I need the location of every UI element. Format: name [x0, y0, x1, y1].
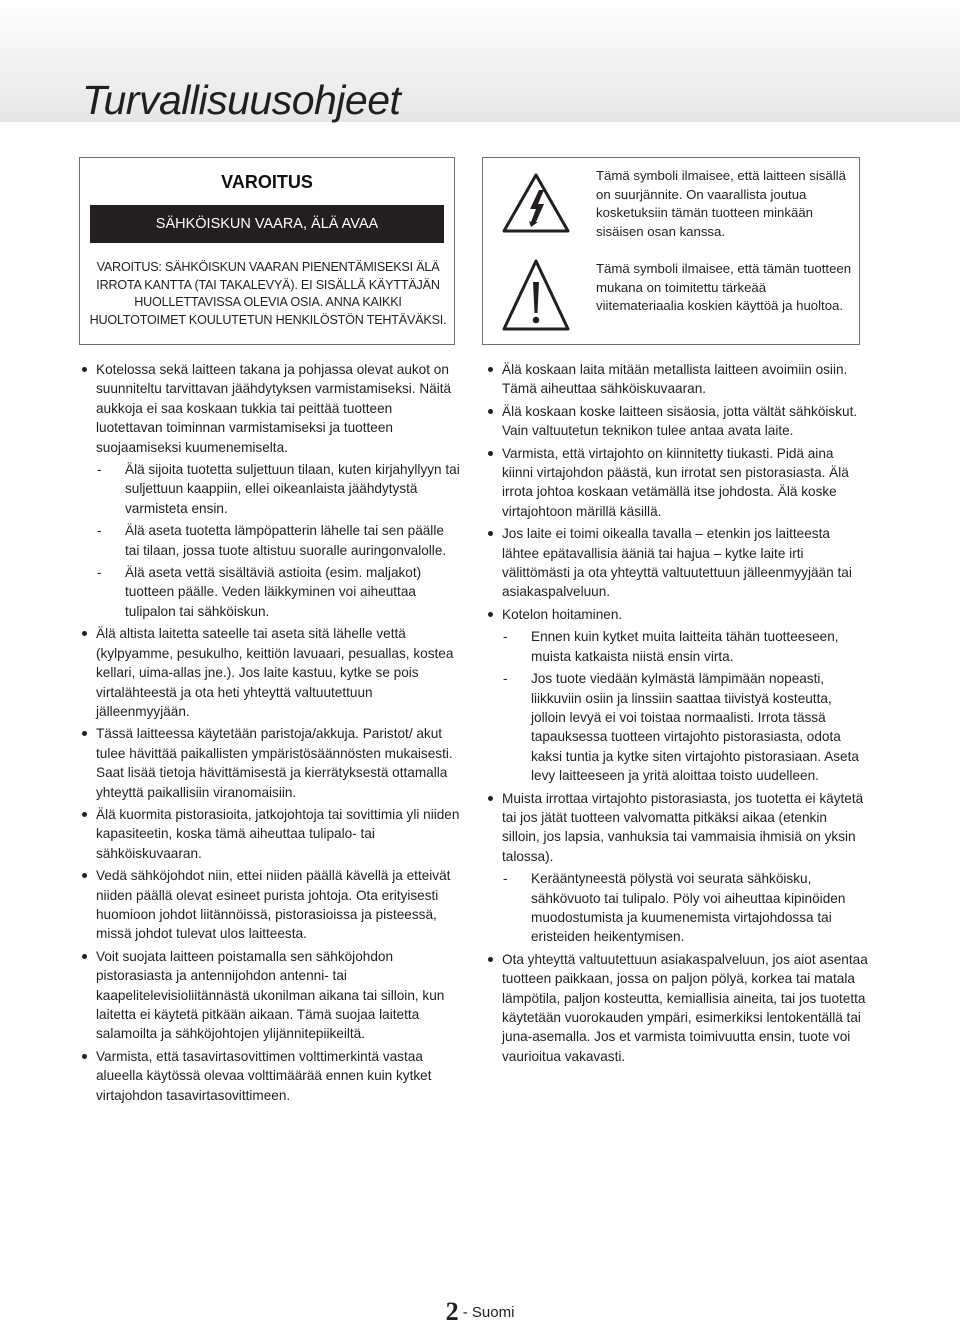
sub-list-item: - Kerääntyneestä pölystä voi seurata sähköisku, sähkövuoto tai tulipalo. Pöly voi aiheuttaa kipinöiden muodostumista ja kuumenemista virtajohdossa tai eristeiden heikentymisen.: [486, 869, 868, 947]
page-footer: [0, 1297, 960, 1327]
warning-bar: SÄHKÖISKUN VAARA, ÄLÄ AVAA: [90, 205, 444, 243]
lightning-bolt-icon: [501, 172, 571, 239]
page-language: - Suomi: [462, 1304, 515, 1321]
list-item: Varmista, että tasavirtasovittimen volttimerkintä vastaa alueella käytössä olevaa volttimäärää ennen kuin kytket virtajohdon tasavirtasovittimeen.: [80, 1047, 462, 1105]
list-item: Tässä laitteessa käytetään paristoja/akkuja. Paristot/ akut tulee hävittää paikallisten ympäristösäännösten mukaisesti. Saat lisää tietoja hävittämisestä ja kierrätyksestä ottamalla yhteyttä paikallisiin viranomaisiin.: [80, 724, 462, 802]
exclamation-icon: [501, 258, 571, 337]
left-column: [80, 360, 462, 1108]
sub-list-item: - Älä sijoita tuotetta suljettuun tilaan, kuten kirjahyllyyn tai suljettuun kaappiin, ellei oikeanlaista jäähdytystä varmisteta ensin.: [80, 460, 462, 518]
list-item: Jos laite ei toimi oikealla tavalla – etenkin jos laitteesta lähtee epätavallisia ääniä tai hajua – kytke laite irti välittömästi ja ota yhteyttä valtuutettuun jälleenmyyjään tai asiakaspalveluun.: [486, 524, 868, 602]
list-item: Älä altista laitetta sateelle tai aseta sitä lähelle vettä (kylpyamme, pesukulho, keittiön lavuaari, pesuallas, kostea kellari, uima-allas jne.). Jos laite kastuu, kytke se pois virtalähteestä ja ota heti yhteyttä valtuutettuun jälleenmyyjään.: [80, 624, 462, 721]
list-item: Älä koskaan laita mitään metallista laitteen avoimiin osiin. Tämä aiheuttaa sähköiskuvaaran.: [486, 360, 868, 399]
warning-box: [79, 157, 455, 345]
right-column: [486, 360, 868, 1069]
list-item: Voit suojata laitteen poistamalla sen sähköjohdon pistorasiasta ja antennijohdon antenni- tai kaapelitelevisioliitännästä ukonilman aikana tai silloin, kun laitetta ei käytetä pitkään aikaan. Tämä suojaa laitetta salamoilta ja sähköjohtojen ylijännitepiikeiltä.: [80, 947, 462, 1044]
sub-list-item: - Älä aseta tuotetta lämpöpatterin lähelle tai sen päälle tai tilaan, jossa tuote altistuu suoralle auringonvalolle.: [80, 521, 462, 560]
list-item: Kotelon hoitaminen.: [486, 605, 868, 624]
sub-list-item: - Jos tuote viedään kylmästä lämpimään nopeasti, liikkuviin osiin ja linssiin saattaa tiivistyä kosteutta, jolloin levyä ei voi toistaa normaalisti. Irrota tässä tapauksessa tuotteen virtajohto pistorasiasta, odota kaksi tuntia ja kytke siten virtajohto pistorasiaan. Aseta levy laitteeseen ja yritä aloittaa toisto uudelleen.: [486, 669, 868, 785]
list-item: Ota yhteyttä valtuutettuun asiakaspalveluun, jos aiot asentaa tuotteen paikkaan, jossa on paljon pölyä, korkea tai matala lämpötila, paljon kosteutta, kemiallisia aineita, tai jos tuotetta käytetään vuorokauden ympäri, esimerkiksi lentokentällä tai juna-asemalla. Jos et varmista toimivuutta ensin, tuote voi vaurioitua vakavasti.: [486, 950, 868, 1066]
list-item: Muista irrottaa virtajohto pistorasiasta, jos tuotetta ei käytetä tai jos jätät tuotteen valvomatta pitkäksi aikaa (etenkin silloin, jos lapsia, vanhuksia tai vammaisia ihmisiä on yksin talossa).: [486, 789, 868, 867]
sub-list-item: - Älä aseta vettä sisältäviä astioita (esim. maljakot) tuotteen päälle. Veden läikkyminen voi aiheuttaa tulipalon tai sähköiskun.: [80, 563, 462, 621]
warning-heading: VAROITUS: [221, 172, 313, 192]
list-item: Kotelossa sekä laitteen takana ja pohjassa olevat aukot on suunniteltu tarvittavan jäähdytyksen varmistamiseksi. Näitä aukkoja ei saa koskaan tukkia tai peittää tuotteen luotettavan toiminnan varmistamiseksi ja tuotteen suojaamiseksi kuumenemiselta.: [80, 360, 462, 457]
warning-text: VAROITUS: SÄHKÖISKUN VAARAN PIENENTÄMISEKSI ÄLÄ IRROTA KANTTA (TAI TAKALEVYÄ). EI SISÄLLÄ KÄYTTÄJÄN HUOLLETTAVISSA OLEVIA OSIA. ANNA KAIKKI HUOLTOTOIMET KOULUTETUN HENKILÖSTÖN TEHTÄVÄKSI.: [89, 260, 447, 327]
symbol-text-reference: Tämä symboli ilmaisee, että tämän tuotteen mukana on toimitettu tärkeää viitemateriaalia koskien käyttöä ja huoltoa.: [596, 261, 852, 313]
page-number: 2: [445, 1297, 459, 1326]
list-item: Vedä sähköjohdot niin, ettei niiden päällä kävellä ja etteivät niiden päällä olevat esineet purista johtoja. Ota erityisesti huomioon johdot liitännöissä, pistorasioissa ja pisteessä, missä johdot tulevat ulos laitteesta.: [80, 866, 462, 944]
list-item: Älä koskaan koske laitteen sisäosia, jotta vältät sähköiskut. Vain valtuutetun teknikon tulee antaa avata laite.: [486, 402, 868, 441]
list-item: Älä kuormita pistorasioita, jatkojohtoja tai sovittimia yli niiden kapasiteetin, koska tämä aiheuttaa tulipalo- tai sähköiskuvaaran.: [80, 805, 462, 863]
list-item: Varmista, että virtajohto on kiinnitetty tiukasti. Pidä aina kiinni virtajohdon päästä, kun irrotat sen pistorasiasta. Älä irrota johtoa koskaan vetämällä itse johdosta. Älä koske virtajohtoon märillä käsillä.: [486, 444, 868, 522]
sub-list-item: - Ennen kuin kytket muita laitteita tähän tuotteeseen, muista katkaista niistä ensin virta.: [486, 627, 868, 666]
symbols-box: [482, 157, 860, 345]
page-title: Turvallisuusohjeet: [82, 77, 401, 123]
symbol-text-voltage: Tämä symboli ilmaisee, että laitteen sisällä on suurjännite. On vaarallista joutua kosketuksiin tämän tuotteen minkään sisäisen osan kanssa.: [596, 168, 846, 239]
